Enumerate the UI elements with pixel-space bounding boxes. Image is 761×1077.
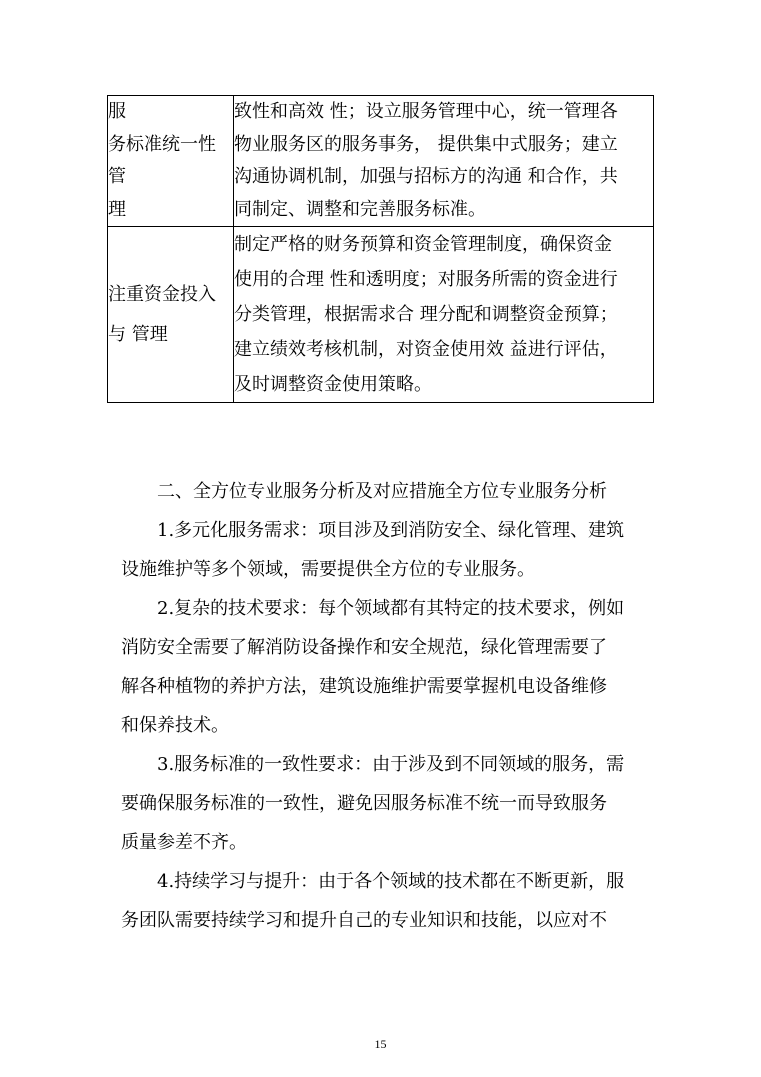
cell-text-line: 管 xyxy=(108,166,126,187)
cell-text-line: 同制定、调整和完善服务标准。 xyxy=(234,198,486,220)
paragraph-line: 要确保服务标准的一致性，避免因服务标准不统一而导致服务 xyxy=(121,793,607,814)
paragraph-line: 4.持续学习与提升：由于各个领域的技术都在不断更新，服 xyxy=(157,871,625,892)
cell-text-line: 与 管理 xyxy=(108,323,168,345)
paragraph-line: 和保养技术。 xyxy=(121,715,229,736)
paragraph-line: 消防安全需要了解消防设备操作和安全规范，绿化管理需要了 xyxy=(121,637,607,658)
cell-text-line: 及时调整资金使用策略。 xyxy=(234,374,432,395)
paragraph-line: 质量参差不齐。 xyxy=(121,832,247,853)
paragraph xyxy=(121,589,651,745)
cell-text-line: 理 xyxy=(108,198,126,220)
measures-table xyxy=(107,95,654,403)
table-row xyxy=(108,96,654,227)
cell-text-line: 分类管理，根据需求合 理分配和调整资金预算； xyxy=(234,304,618,325)
section-heading xyxy=(121,472,651,511)
page-number: 15 xyxy=(374,1037,387,1051)
table-cell-category xyxy=(108,96,234,227)
cell-text-line: 制定严格的财务预算和资金管理制度，确保资金 xyxy=(234,234,612,255)
paragraph-line: 设施维护等多个领域，需要提供全方位的专业服务。 xyxy=(121,559,535,580)
cell-text-line: 致性和高效 性；设立服务管理中心，统一管理各 xyxy=(234,101,618,122)
cell-text-line: 物业服务区的服务事务， 提供集中式服务；建立 xyxy=(234,133,618,155)
paragraph-line: 解各种植物的养护方法，建筑设施维护需要掌握机电设备维修 xyxy=(121,676,607,697)
cell-text-line: 建立绩效考核机制，对资金使用效 益进行评估， xyxy=(234,339,618,360)
table-cell-measures xyxy=(234,96,654,227)
table-cell-category xyxy=(108,227,234,403)
paragraph xyxy=(121,745,651,862)
cell-text-line: 使用的合理 性和透明度；对服务所需的资金进行 xyxy=(234,269,618,290)
paragraph xyxy=(121,862,651,940)
cell-text-line: 务标准统一性 xyxy=(108,133,216,155)
cell-text-line: 服 xyxy=(108,101,126,122)
paragraph-line: 1.多元化服务需求：项目涉及到消防安全、绿化管理、建筑 xyxy=(157,520,625,541)
paragraph-line: 2.复杂的技术要求：每个领域都有其特定的技术要求，例如 xyxy=(157,598,625,619)
cell-text-line: 注重资金投入 xyxy=(108,283,216,305)
paragraph xyxy=(121,511,651,589)
section-heading-text: 二、全方位专业服务分析及对应措施全方位专业服务分析 xyxy=(157,481,607,502)
paragraph-line: 务团队需要持续学习和提升自己的专业知识和技能，以应对不 xyxy=(121,910,607,931)
table-cell-measures xyxy=(234,227,654,403)
table-row xyxy=(108,227,654,403)
cell-text-line: 沟通协调机制，加强与招标方的沟通 和合作，共 xyxy=(234,166,618,187)
body-text xyxy=(121,472,651,940)
paragraph-line: 3.服务标准的一致性要求：由于涉及到不同领域的服务，需 xyxy=(157,754,625,775)
